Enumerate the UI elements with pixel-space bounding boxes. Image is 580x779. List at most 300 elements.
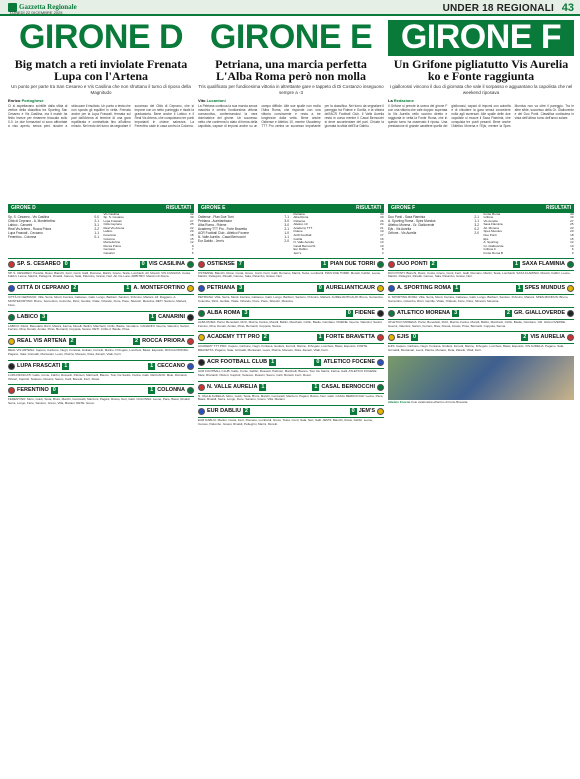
away-crest-icon [377,261,384,268]
standings-points: 22 [190,225,194,230]
away-team-name: ATLETICO FOCENE [323,359,375,366]
standings-team: Canarini [103,251,115,256]
standings-team: Vis Aurelia [483,218,498,223]
standings-points: 12 [570,240,574,245]
away-team-name: FIDENE [354,309,375,316]
away-crest-icon [567,261,574,268]
home-score: 1 [261,383,265,390]
home-crest-icon [388,285,395,292]
home-score: 3 [42,313,46,320]
away-score: 2 [506,309,510,316]
standings-team: Lupa Frascati [103,218,122,223]
result-score: 2-0 [474,230,479,235]
away-crest-icon [377,285,384,292]
home-team-name: LUPA FRASCATI [17,362,61,369]
standings-points: 4 [381,251,384,256]
away-score: 0 [318,285,322,292]
away-crest-icon [377,384,384,391]
girone-title: GIRONE D [18,20,184,56]
home-team-name: SP. S. CESAREO [17,260,61,267]
away-score: 1 [126,285,130,292]
matches-list [198,258,384,428]
home-team-name: LABICO [17,313,39,320]
match-report: CITTÀ DI CEPRANO: Villa, Serra, Monti, Ferrara, Cattaneo, Gatti, Longo, Barbieri, Santoro, D'Amico, Mariani. All. Ruggiero. A. MONTEFORTINO: Bruno, Sorrentino, Colombo, Ricci, Gentile, Vitale, Orlando, Fiore, Pace, Silvestri, Messina. RETI: Santoro, Mariani, Fiore. [8,295,187,307]
standings-team: Rocca Priora [103,243,121,248]
standings-points: 15 [190,236,194,241]
headline: Petriana, una marcia perfetta L'Alba Roma però non molla [215,57,367,83]
away-team-name: SAXA FLAMINIA [522,260,565,267]
match-header [8,311,194,324]
home-team-name: EUR DABLIU [207,408,241,415]
standings-row [483,252,574,256]
standings-points: 30 [570,215,574,220]
result-match: Ferentino - Colonna [8,234,37,239]
standings-points: 17 [380,233,384,238]
home-team [198,408,250,415]
result-score: 2-2 [94,226,99,231]
home-crest-icon [388,261,395,268]
home-team [8,338,76,345]
home-team [198,384,266,391]
home-crest-icon [8,338,15,345]
away-score: 0 [347,309,351,316]
results-band: GIRONE F RISULTATI [388,204,574,212]
away-crest-icon [187,285,194,292]
away-crest-icon [567,285,574,292]
match-header [8,360,194,373]
standings-row [293,252,384,256]
match-header [198,381,384,394]
standings-table [293,213,384,256]
match-header [8,335,194,348]
match-header [198,258,384,271]
match-report: ACADEMY TTT PRO: Caputo, Carbone, Negri, Fontana, Giuliani, Ferretti, Marino, D'Angelo, Lucchesi, Bassi, Esposito. FORTE BRAVETTA: Pagano, Sala, Grimaldi, Montanari, Leoni, Piazza, Monaco, Rota, Zanetti, Vitali, Ferri. [198,344,368,353]
result-score: 3-0 [284,222,289,227]
standings-team: Spes Mundus [483,229,502,234]
standings-team: Saxa Flaminia [483,222,503,227]
away-team [148,363,194,370]
away-crest-icon [377,359,384,366]
home-team-name: FERENTINO [17,387,49,394]
away-team-name: ROCCA PRIORA [142,338,185,345]
away-crest-icon [187,314,194,321]
away-crest-icon [567,310,574,317]
away-team-name: VIS CASILINA [148,260,185,267]
home-team [198,334,269,341]
home-crest-icon [388,310,395,317]
result-match: Ejis - Vis Aurelia [388,226,411,231]
result-match: Eur Dabliu - Jem's [198,238,224,243]
home-crest-icon [198,334,205,341]
away-team-name: COLONNA [157,387,185,394]
standings-team: Ostiense [293,218,306,223]
away-team [521,334,574,341]
result-match: Real Vis Artena - Rocca Priora [8,226,52,231]
standings-points: 27 [190,218,194,223]
article-body: Ci si aspettavano scintille dalla sfida al vertice della classifica tra Sporting San Cesareo e Vis Casilina, ma il match ha finito invece per rimanere bloccato sullo 0-0. Le due formazioni si sono affrontate a viso aperto, senza però riuscire a sbloccare il risultato. Un punto a testa che non sposta gli equilibri in vetta. Frenata anche per la Lupa Frascati, fermata sul pari dall'Artena al termine di una gara equilibrata e combattuta fino all'ultimo minuto. Nel resto del turno da segnalare il successo del Città di Ceprano, che si impone con un netto punteggio e risale la graduatoria. Bene anche il Labico e il Real Vis Artena, che conquistano tre punti importanti in chiave salvezza. La Ferentino cade in casa contro la Colonna. [8,104,194,129]
result-score: 0-1 [94,234,99,239]
standings-team: ACR Football [293,233,312,238]
byline-first: La [388,98,393,104]
standings-points: 21 [380,225,384,230]
home-score: 3 [244,309,248,316]
match-report: ACR FOOTBALL CLUB: Gallo, Conte, Fabbri, Rossetti, Palmieri, Martinelli, Bianco, Tosi, De Santis, Farina, Galli. ATLETICO FOCENE: Mele, Ricciardi, Olivieri, Caprioli, Tedesco, Rossini, Sacco, Carli, Bonetti, Ferri, Rossi. [198,369,378,377]
match-report: ALBA ROMA: Parisi, Benedetti, Rizzi, Mazza, Farina, Morelli, Bellini, Marchetti, Cirillo, Basile, Giordano. FIDENE: Guerra, Valentini, Sartori, Ferraro, Riva, Donati, Amato, Piras, Bernardi, Coppola, Sanna. [198,319,383,328]
photo-caption [388,401,574,405]
home-score: 2 [73,285,77,292]
photo-caption-team: Atletico Focene [388,400,411,404]
standings-team: Colonna [103,236,115,241]
result-match: Petriana - Aurelianticaur [198,218,233,223]
result-score: 2-1 [474,214,479,219]
away-crest-icon [187,363,194,370]
standings-points: 10 [380,243,384,248]
match-header [198,405,384,418]
standings-points: 9 [191,243,194,248]
headline: Big match a reti inviolate Frenata Lupa con l'Artena [14,57,188,83]
away-team [513,261,574,268]
standings-team: Città Ceprano [103,222,123,227]
home-team-name: CITTÀ DI CEPRANO [17,285,70,292]
match-report: ATLETICO MORENA: Parisi, Benedetti, Rizzi, Mazza, Farina, Morelli, Bellini, Marchetti, Cirillo, Basile, Giordano. GR. GIALLOVERDE: Guerra, Valentini, Sartori, Ferraro, Riva, Donati, Amato, Piras, Bernardi, Coppola, Sanna. [388,319,566,328]
away-team [317,334,384,341]
standings-points: 23 [570,225,574,230]
standings-points: 30 [570,211,574,216]
standings-team: Ejis [483,236,489,241]
match-header [8,384,194,397]
away-score: 1 [151,313,155,320]
result-score: 0-0 [94,214,99,219]
result-match: A. Sporting Roma - Spes Mundus [388,218,436,223]
away-team [133,338,194,345]
standings-points: 26 [380,218,384,223]
standings-team: Atletico 10 [293,222,308,227]
away-team [314,359,384,366]
byline-first: Vito [198,98,206,104]
standings-points: 19 [380,229,384,234]
home-team [388,285,460,292]
result-score: 2-1 [284,226,289,231]
team-photo [388,356,574,400]
standings-points: 10 [570,243,574,248]
match-header [198,331,384,344]
home-team-name: ACR FOOTBALL CLUB [207,359,268,366]
article-body: Il Grifone si prende la scena del girone F con una vittoria che vale doppio: superata la Vis Aurelia nello scontro diretto e raggiunta in vetta la Fonte Roma, che in questo turno ha osservato il riposo. Una prestazione di grande carattere quella dei giallorossi, capaci di imporsi con autorità e di chiudere la gara senza concedere nulla agli avversari. Alle spalle delle due capoliste si muove il Saxa Flaminia, che conquista tre punti pesanti. Bene anche l'Atletico Morena e l'Ejis, mentre la Spes Mundus non va oltre il pareggio. Tra le altre sfide, successo della Gr. Gialloverde e del Duo Ponti. Classifica cortissima in vista dell'ultimo turno dell'anno solare. [388,104,574,129]
dateline: LUNEDÌ 22 DICEMBRE 2025 [10,10,63,15]
away-score: 0 [351,408,355,415]
away-score: 1 [515,260,519,267]
home-crest-icon [198,310,205,317]
home-crest-icon [8,261,15,268]
away-team [346,310,384,317]
result-match: Lupa Frascati - Ceccano [8,230,43,235]
away-crest-icon [187,338,194,345]
match-report: N. VALLE AURELIA: Moro, Guidi, Testa, Bruni, Marchi, Ceccarelli, Mazzoni, Pagani, Russo, Neri, Gatti. CASAL BERNOCCHI: Leone, Pace, Bassi, Rinaldi, Serra, Longo, Fiore, Santoro, Greco, Villa, Mariani. [198,393,384,402]
match-report: OSTIENSE: Bianchi, Rossi, Costa, Greco, Conti, Ferri, Galli, Romano, Marini, Testa, Lombardi. PIAN DUE TORRI: Moretti, Fabbri, Leone, Martini, Pellegrini, Rinaldi, Caruso, Sala, Palumbo, Grassi, Neri. [198,270,381,279]
standings-team: Fonte Roma B [483,251,503,256]
away-team-name: JEM'S [358,408,375,415]
standings-points: 30 [380,215,384,220]
standings-team: Real Vis Artena [103,225,125,230]
away-score: 0 [141,260,145,267]
standings-points: 16 [380,236,384,241]
away-crest-icon [187,261,194,268]
standings-team: Duo Ponti [483,233,497,238]
standings-team: Jem's [293,251,302,256]
result-row [388,231,479,235]
matches-list [8,258,194,407]
home-team [388,261,437,268]
home-team-name: ATLETICO MORENA [397,309,451,316]
standings-points: 27 [570,218,574,223]
away-team [317,285,384,292]
home-team [198,310,249,317]
home-score: 2 [263,334,267,341]
match-report: PETRIANA: Villa, Serra, Monti, Ferrara, Cattaneo, Gatti, Longo, Barbieri, Santoro, D'Amico, Mariani. AURELIANTICAUR: Bruno, Sorrentino, Colombo, Ricci, Gentile, Vitale, Orlando, Fiore, Pace, Silvestri, Messina. [198,295,384,304]
standings-team: Montefortino [103,240,121,245]
byline-last: Redazione [393,98,414,104]
byline-last: Lucantoni [206,98,226,104]
away-team-name: AURELIANTICAUR [325,285,375,292]
away-team [505,310,574,317]
girone-d-column [8,20,194,772]
result-match: Duo Ponti - Saxa Flaminia [388,214,426,219]
away-team [140,261,194,268]
home-team-name: PETRIANA [207,285,236,292]
away-team [312,384,384,391]
away-score: 1 [323,260,327,267]
match-report: LABICO: Parisi, Benedetti, Rizzi, Mazza, Farina, Morelli, Bellini, Marchetti, Cirillo, Basile, Giordano. CANARINI: Guerra, Valentini, Sartori, Ferraro, Riva, Donati, Amato, Piras, Bernardi, Coppola, Sanna. RETI: Cirillo 2, Basile, Piras. [8,323,190,332]
home-team [8,285,78,292]
standings-points: 5 [191,251,194,256]
away-score: 1 [517,285,521,292]
home-score: 2 [70,338,74,345]
result-match: Grifone - Vis Aurelia [388,230,417,235]
standings-team: Grifone [483,215,494,220]
standings-points: 7 [191,247,194,252]
home-team [198,261,244,268]
home-team-name: ACADEMY TTT PRO [207,334,260,341]
match-header [388,282,574,295]
girone-title: GIRONE E [209,20,373,56]
home-team [388,334,418,341]
away-team-name: SPES MUNDUS [524,285,565,292]
result-match: N. Valle Aurelia - Casal Bernocchi [198,234,246,239]
results-band: GIRONE E RISULTATI [198,204,384,212]
home-score: 0 [52,387,56,394]
away-crest-icon [567,334,574,341]
girone-title: GIRONE F [388,20,574,56]
away-team [350,408,384,415]
home-score: 1 [271,359,275,366]
away-team [148,387,194,394]
home-score: 1 [455,285,459,292]
home-score: 3 [239,285,243,292]
match-report: SP. S. CESAREO: Panella, Rossi, Bianchi, Ferri, Conti, Galli, Romano, Marini, Greco, Testa, Lombardi. All. Moretti. VIS CASILINA: Costa, Fabbri, Leone, Martini, Pellegrini, Rinaldi, Caruso, Sala, Palumbo, Grassi, Neri. All. De Luca. ARBITRO: Mancini di Roma. [8,270,191,279]
away-team-name: FORTE BRAVETTA [325,334,375,341]
away-crest-icon [187,387,194,394]
matches-list [388,258,574,354]
home-score: 2 [244,408,248,415]
article-body: La Petriana continua la sua marcia senza macchia e centra l'undicesima vittoria consecutiva, confermandosi la vera dominatrice del girone. Un successo netto che conferma lo stato di forma della capolista, capace di imporsi anche su un campo difficile. Alle sue spalle non molla l'Alba Roma, che risponde con una vittoria convincente e resta a tre lunghezze dalla vetta. Bene anche Ostiense e Atletico 10, mentre l'Academy TTT Pro centra un successo importante per la classifica. Nel turno da segnalare il pareggio tra Fidene e Gorilla, e la vittoria dell'ACR Football Club. Il Valle Aurelia resta in corsa mentre il Casal Bernocchi si deve accontentare del pari. Chiude la giornata la sfida dell'Eur Dabliu. [198,104,384,129]
match-header [388,307,574,320]
standings-team: A. Sporting [483,240,499,245]
home-team-name: OSTIENSE [207,260,235,267]
home-team [198,285,244,292]
home-team-name: A. SPORTING ROMA [397,285,452,292]
byline-first: Enrico [8,98,21,104]
result-score: 7-1 [284,214,289,219]
away-team-name: CECCANO [157,362,185,369]
standings-points: 32 [190,211,194,216]
home-score: 0 [412,334,416,341]
subheadline: I giallorossi vincono il duo di giornata che vale il sorpasso e agguantano la capolista che nel weekend riposava [389,84,573,95]
result-score: 3-0 [284,218,289,223]
byline [388,98,574,103]
match-header [198,356,384,369]
result-match: Sp. S. Cesareo - Vis Casilina [8,214,50,219]
home-score: 7 [238,260,242,267]
standings-team: Grifone F [483,247,497,252]
away-score: 2 [135,338,139,345]
home-team [198,359,276,366]
standings-team: Atl. Morena [483,225,499,230]
away-score: 1 [150,387,154,394]
away-score: 1 [150,362,154,369]
result-match: Città di Ceprano - A. Montefortino [8,218,56,223]
subheadline: Un punto per parte tra San Cesareo e Vis Casilina che non sfruttano il turno di riposo della Magnitudo [11,84,191,95]
away-team-name: GR. GIALLOVERDE [513,309,565,316]
home-team [388,310,459,317]
home-score: 3 [454,309,458,316]
match-report: LUPA FRASCATI: Gallo, Conte, Fabbri, Rossetti, Palmieri, Martinelli, Bianco, Tosi, De Santis, Farina, Galli. CECCANO: Mele, Ricciardi, Olivieri, Caprioli, Tedesco, Rossini, Sacco, Carli, Bonetti, Ferri, Rossi. [8,372,188,381]
home-team-name: N. VALLE AURELIA [207,383,258,390]
standings-points: 6 [571,247,574,252]
match-report: REAL VIS ARTENA: Caputo, Carbone, Negri, Fontana, Giuliani, Ferretti, Marino, D'Angelo, Lucchesi, Bassi, Esposito. ROCCA PRIORA: Pagano, Sala, Grimaldi, Montanari, Leoni, Piazza, Monaco, Rota, Zanetti, Vitali, Ferri. [8,348,189,356]
standings-points: 8 [381,247,384,252]
standings-team: Ceccano [103,247,116,252]
standings-points: 25 [570,222,574,227]
home-score: 0 [64,260,68,267]
standings-team: N. Valle Aurelia [293,240,314,245]
standings-team: Gorilla [293,236,303,241]
standings-points: 30 [190,215,194,220]
brand-name: Gazzetta Regionale [19,2,77,11]
result-score: 1-1 [94,230,99,235]
match-header [198,307,384,320]
standings-team: Academy TTT [293,225,313,230]
standings-team: Eur Dabliu [293,247,308,252]
standings-points: 3 [571,251,574,256]
home-team [8,363,69,370]
standings-table [483,213,574,256]
girone-e-column [198,20,384,772]
results-list [388,213,479,256]
away-score: 2 [523,334,527,341]
home-team-name: ALBA ROMA [207,309,241,316]
standings-points: 13 [380,240,384,245]
page-number: 43 [561,2,574,14]
result-row [8,235,99,239]
match-header [198,282,384,295]
away-crest-icon [377,310,384,317]
standings-points: 18 [570,233,574,238]
away-crest-icon [377,408,384,415]
standings-points: 18 [190,233,194,238]
standings-points: 33 [380,211,384,216]
match-header [8,282,194,295]
match-report: FERENTINO: Moro, Guidi, Testa, Bruni, Marchi, Ceccarelli, Mazzoni, Pagani, Russo, Neri, Gatti. COLONNA: Leone, Pace, Bassi, Rinaldi, Serra, Longo, Fiore, Santoro, Greco, Villa, Mariani. RETE: Greco. [8,397,191,406]
home-crest-icon [8,285,15,292]
result-score: 2-1 [94,218,99,223]
match-header [388,258,574,271]
result-score: 1-1 [474,218,479,223]
standings-team: Petriana [293,211,305,216]
match-report: DUO PONTI: Bianchi, Rossi, Costa, Greco, Conti, Ferri, Galli, Romano, Marini, Testa, Lombardi. SAXA FLAMINIA: Moretti, Fabbri, Leone, Martini, Pellegrini, Rinaldi, Caruso, Sala, Palumbo, Grassi, Neri. [388,270,571,279]
match-report: EJIS: Caputo, Carbone, Negri, Fontana, Giuliani, Ferretti, Marino, D'Angelo, Lucchesi, Bassi, Esposito. VIS AURELIA: Pagano, Sala, Grimaldi, Montanari, Leoni, Piazza, Monaco, Rota, Zanetti, Vitali, Ferri. [388,344,564,353]
result-row [198,239,289,243]
away-score: 1 [314,383,318,390]
home-crest-icon [198,384,205,391]
result-score: 3-1 [94,222,99,227]
result-score: 2-0 [284,238,289,243]
away-team-name: VIS AURELIA [530,334,565,341]
standings-team: Alba Roma [293,215,309,220]
home-team [8,387,58,394]
home-crest-icon [198,408,205,415]
standings-team: Ferentino [103,233,117,238]
result-match: Academy TTT Pro - Forte Bravetta [198,226,247,231]
home-crest-icon [8,363,15,370]
standings-points: 15 [570,236,574,241]
standings-team: Fonte Roma [483,211,501,216]
standings-team: Gr. Gialloverde [483,243,504,248]
away-team-name: A. MONTEFORTINO [133,285,185,292]
away-team-name: CASAL BERNOCCHI [321,383,375,390]
photo-caption-text: Foto celebrativa all'arrivo di Forte Bravetta [411,400,468,404]
home-crest-icon [198,261,205,268]
byline [8,98,194,103]
standings-team: Labico [103,229,113,234]
home-crest-icon [198,359,205,366]
match-header [8,258,194,271]
result-match: ACR Football Club - Atletico Focene [198,230,250,235]
match-report: EUR DABLIU: Martini, Costa, Ferri, Romano, Lombardi, Greco, Testa, Conti, Sala, Neri, Galli. JEM'S: Bianchi, Rossi, Fabbri, Leone, Caruso, Palumbo, Grassi, Rinaldi, Pellegrini, Marini, Moretti. [198,418,373,426]
away-team [321,261,384,268]
standings-points: 20 [190,229,194,234]
standings-table [103,213,194,256]
home-team [8,261,70,268]
result-score: 0-2 [474,226,479,231]
home-team-name: REAL VIS ARTENA [17,338,67,345]
results-list [8,213,99,256]
result-score: 1-1 [284,234,289,239]
home-team-name: EJIS [397,334,409,341]
girone-f-column [388,20,574,772]
standings-points: 12 [190,240,194,245]
standings-points: 20 [570,229,574,234]
away-team [149,314,194,321]
home-crest-icon [198,285,205,292]
headline: Un Grifone pigliatutto Vis Aurelia ko e Fonte raggiunta [393,57,569,83]
result-score: 1-0 [284,230,289,235]
away-team [124,285,194,292]
standings-points: 25 [190,222,194,227]
section-title: UNDER 18 REGIONALI [442,3,554,14]
away-score: 1 [318,334,322,341]
home-crest-icon [8,314,15,321]
match-header [388,331,574,344]
